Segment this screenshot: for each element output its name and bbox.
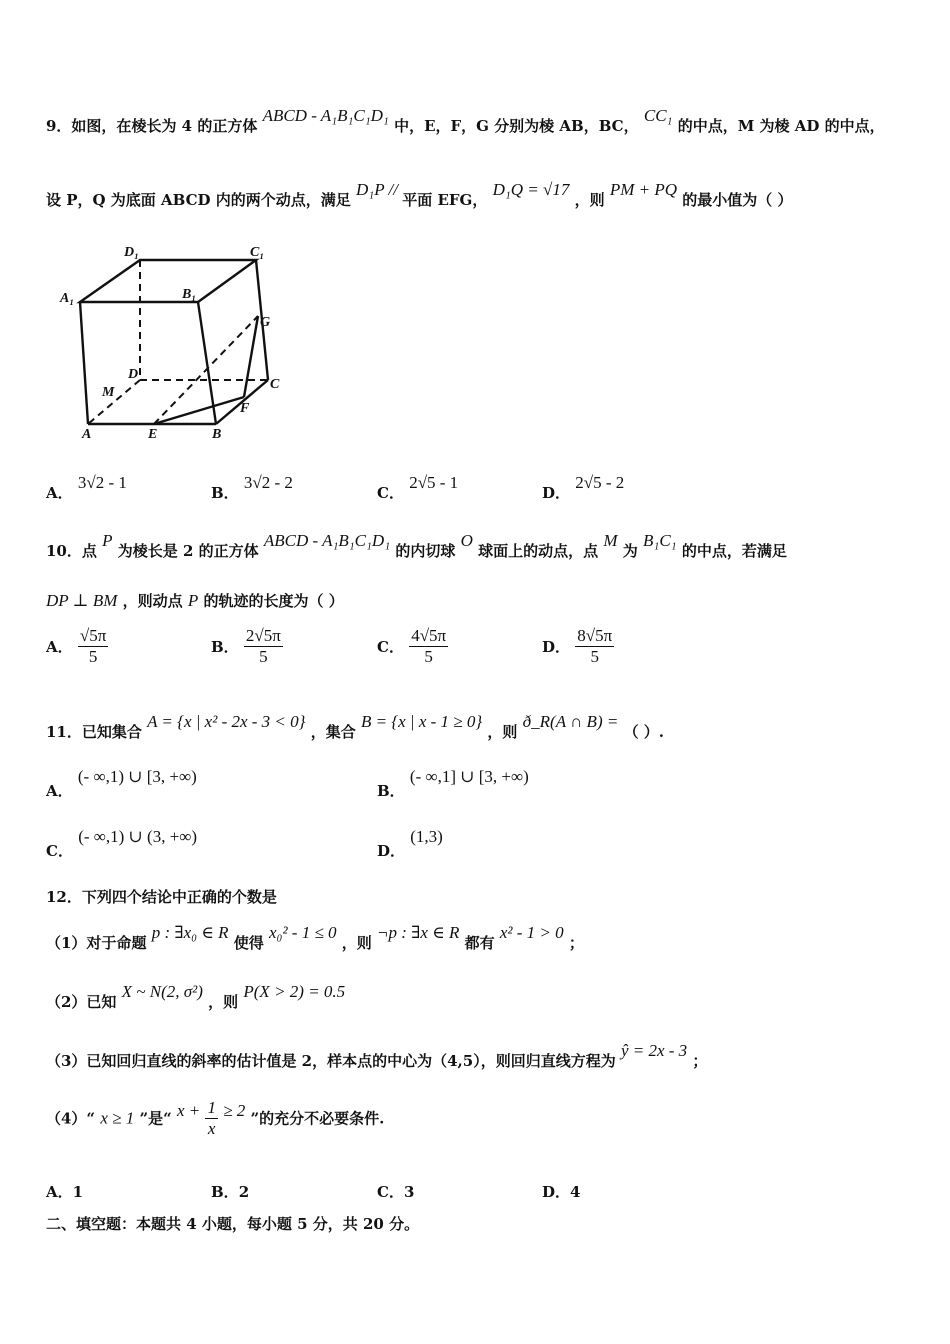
q9-option-a[interactable]: A． 3√2 - 1 — [46, 473, 127, 502]
q12-option-a[interactable]: A．1 — [46, 1183, 84, 1201]
cube-edges-hidden — [88, 260, 271, 424]
section-heading-fill-in: 二、填空题：本题共 4 小题，每小题 5 分，共 20 分。 — [46, 1215, 420, 1233]
q12-option-b[interactable]: B．2 — [211, 1183, 250, 1201]
label-m: M — [102, 385, 115, 400]
q9-line1: 9．如图，在棱长为 4 的正方体 ABCD - A₁B₁C₁D₁ 中，E，F，G 分别为棱 AB，BC， CC₁ 的中点，M 为棱 AD 的中点， — [46, 106, 885, 135]
q10-line1: 10．点 P 为棱长是 2 的正方体 ABCD - A₁B₁C₁D₁ 的内切球 O 球面上的动点，点 M 为 B₁C₁ 的中点，若满足 — [46, 531, 787, 560]
cube-figure — [58, 240, 298, 445]
label-b: B — [212, 427, 222, 442]
q12-statement-4: （4）“ x ≥ 1 ”是“ x + $\frac{1}{x}$ ≥ 2 ”的充分不必要条件. — [46, 1098, 385, 1138]
label-a: A — [82, 427, 92, 442]
q11-option-c[interactable]: C． (- ∞,1) ∪ (3, +∞) — [46, 827, 198, 860]
q9-line2: 设 P，Q 为底面 ABCD 内的两个动点，满足 D₁P // 平面 EFG， D₁Q = √17 ，则 PM + PQ 的最小值为（ ） — [46, 180, 793, 209]
q9-option-c[interactable]: C． 2√5 - 1 — [377, 473, 459, 502]
q10-option-b[interactable]: B． $\frac{2√5\pi}{5}$ — [211, 626, 281, 666]
label-d: D — [128, 367, 139, 382]
q10-line2: DP ⊥ BM ，则动点 P 的轨迹的长度为（ ） — [46, 591, 344, 610]
cube-top-face — [80, 260, 256, 302]
q12-statement-2: （2）已知 X ~ N(2, σ²) ，则 P(X > 2) = 0.5 — [46, 982, 346, 1011]
q10-option-c[interactable]: C． $\frac{4√5\pi}{5}$ — [377, 626, 447, 666]
q10-option-d[interactable]: D． $\frac{8√5\pi}{5}$ — [542, 626, 613, 666]
q9-option-d[interactable]: D． 2√5 - 2 — [542, 473, 625, 502]
q12-statement-1: （1）对于命题 p : ∃x₀ ∈ R 使得 x₀² - 1 ≤ 0 ，则 ¬p : ∃x ∈ R 都有 x² - 1 > 0 ； — [46, 923, 584, 952]
q12-title: 12．下列四个结论中正确的个数是 — [46, 888, 277, 906]
q12-option-d[interactable]: D．4 — [542, 1183, 581, 1201]
label-c: C — [270, 377, 280, 392]
q11-option-d[interactable]: D． (1,3) — [377, 827, 443, 860]
q11-option-b[interactable]: B． (- ∞,1] ∪ [3, +∞) — [377, 767, 529, 800]
label-a1: A₁ — [60, 291, 75, 306]
label-e: E — [148, 427, 158, 442]
label-c1: C₁ — [250, 245, 265, 260]
label-b1: B₁ — [182, 287, 197, 302]
q12-option-c[interactable]: C．3 — [377, 1183, 415, 1201]
edge-aa1 — [80, 302, 88, 424]
q11-line: 11．已知集合 A = {x | x² - 2x - 3 < 0} ，集合 B = {x | x - 1 ≥ 0} ，则 ð_R(A ∩ B) = （ ）. — [46, 712, 665, 741]
q10-option-a[interactable]: A． $\frac{√5\pi}{5}$ — [46, 626, 107, 666]
q11-option-a[interactable]: A． (- ∞,1) ∪ [3, +∞) — [46, 767, 197, 800]
q9-cube-name: ABCD - A₁B₁C₁D₁ — [262, 106, 389, 125]
label-d1: D₁ — [124, 245, 139, 260]
q9-option-b[interactable]: B． 3√2 - 2 — [211, 473, 293, 502]
figure-labels — [59, 245, 280, 442]
label-f: F — [240, 401, 250, 416]
q12-statement-3: （3）已知回归直线的斜率的估计值是 2，样本点的中心为（4,5），则回归直线方程为 ŷ = 2x - 3 ； — [46, 1041, 708, 1070]
label-g: G — [260, 315, 271, 330]
